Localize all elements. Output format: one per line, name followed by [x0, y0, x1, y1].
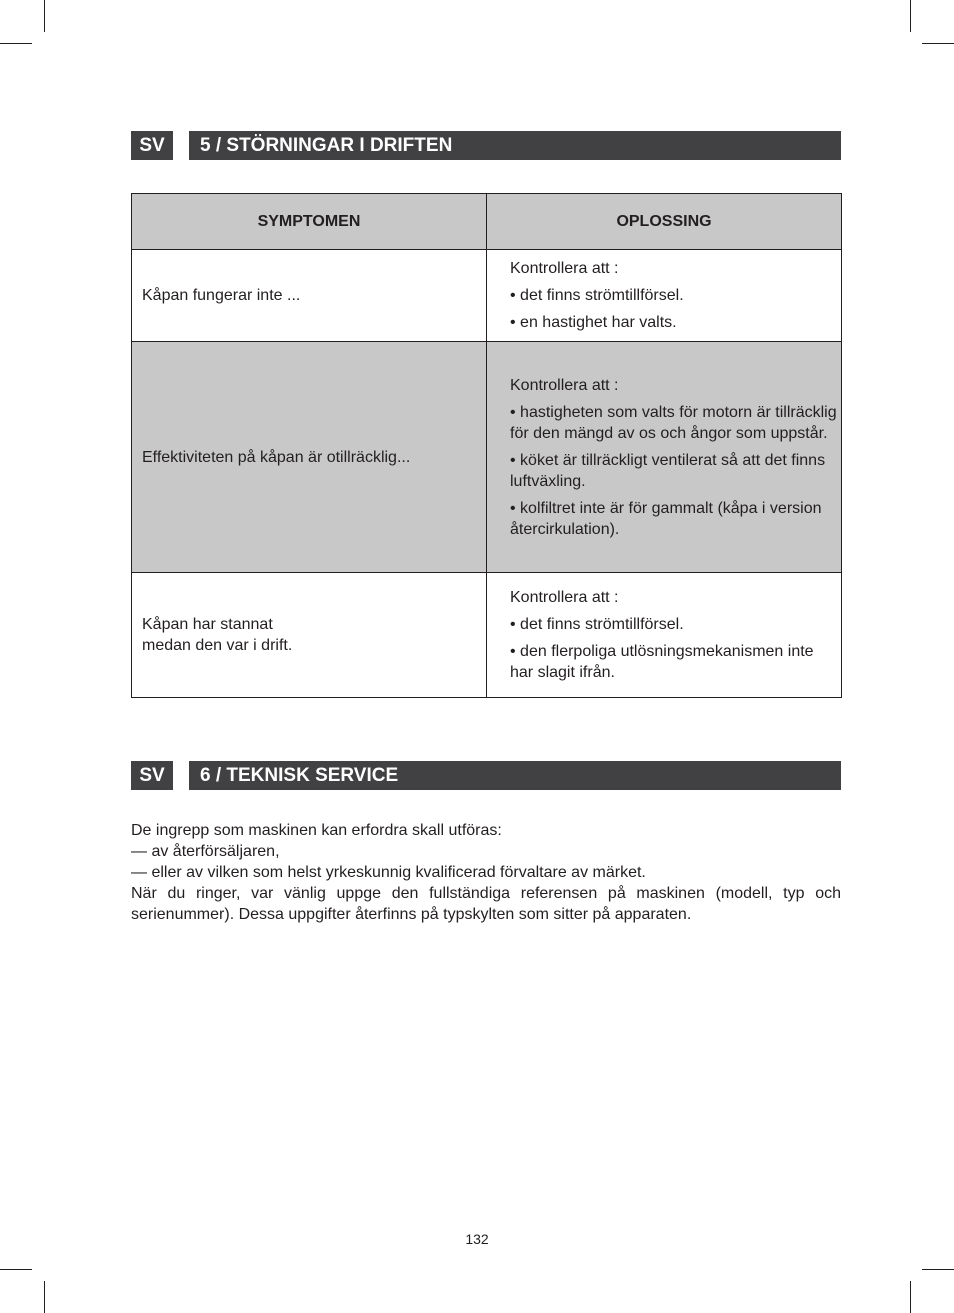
solution-item: • det finns strömtillförsel.: [510, 616, 684, 633]
section-header-service: [131, 761, 841, 790]
solution-item: • köket är tillräckligt ventilerat så att det finns luftväxling.: [510, 451, 826, 490]
solution-cell: [487, 573, 842, 698]
crop-mark: [44, 1281, 45, 1313]
symptom-line: medan den var i drift.: [142, 637, 293, 654]
column-header-symptom: SYMPTOMEN: [132, 194, 487, 250]
solution-item: • kolfiltret inte är för gammalt (kåpa i version återcirkulation).: [510, 499, 822, 538]
crop-mark: [910, 0, 911, 32]
crop-mark: [922, 43, 954, 44]
crop-mark: [922, 1269, 954, 1270]
text-paragraph: När du ringer, var vänlig uppge den fullständiga referensen på maskinen (modell, typ och serienummer). Dessa uppgifter återfinns på typskylten som sitter på apparaten.: [131, 885, 841, 923]
language-tag: SV: [131, 761, 173, 790]
solution-item: • den flerpoliga utlösningsmekanismen inte har slagit ifrån.: [510, 643, 814, 681]
crop-mark: [0, 43, 32, 44]
solution-item: • en hastighet har valts.: [510, 314, 677, 331]
table-row: [132, 573, 842, 698]
language-tag: SV: [131, 131, 173, 160]
crop-mark: [0, 1269, 32, 1270]
text-line: — eller av vilken som helst yrkeskunnig kvalificerad förvaltare av märket.: [131, 864, 646, 881]
page-number: 132: [465, 1231, 489, 1247]
table-row: [132, 250, 842, 342]
column-header-solution: OPLOSSING: [487, 194, 842, 250]
table-row: [132, 342, 842, 573]
crop-mark: [44, 0, 45, 32]
section-title: 5 / STÖRNINGAR I DRIFTEN: [189, 131, 841, 160]
solution-heading: Kontrollera att :: [510, 260, 619, 277]
symptom-cell: [132, 573, 487, 698]
symptom-line: Kåpan har stannat: [142, 616, 273, 633]
solution-item: • det finns strömtillförsel.: [510, 287, 684, 304]
troubleshooting-table: [131, 193, 842, 698]
solution-item: • hastigheten som valts för motorn är tillräcklig för den mängd av os och ångor som uppstår.: [510, 403, 837, 442]
symptom-cell: Kåpan fungerar inte ...: [132, 250, 487, 342]
text-line: — av återförsäljaren,: [131, 843, 280, 860]
section-title: 6 / TEKNISK SERVICE: [189, 761, 841, 790]
solution-cell: [487, 342, 842, 573]
section-header-troubleshooting: [131, 131, 841, 160]
crop-mark: [910, 1281, 911, 1313]
solution-cell: [487, 250, 842, 342]
table-header-row: [132, 194, 842, 250]
symptom-cell: Effektiviteten på kåpan är otillräcklig...: [132, 342, 487, 573]
text-line: De ingrepp som maskinen kan erfordra skall utföras:: [131, 822, 502, 839]
solution-heading: Kontrollera att :: [510, 589, 619, 606]
service-text: [131, 820, 841, 925]
solution-heading: Kontrollera att :: [510, 376, 619, 394]
